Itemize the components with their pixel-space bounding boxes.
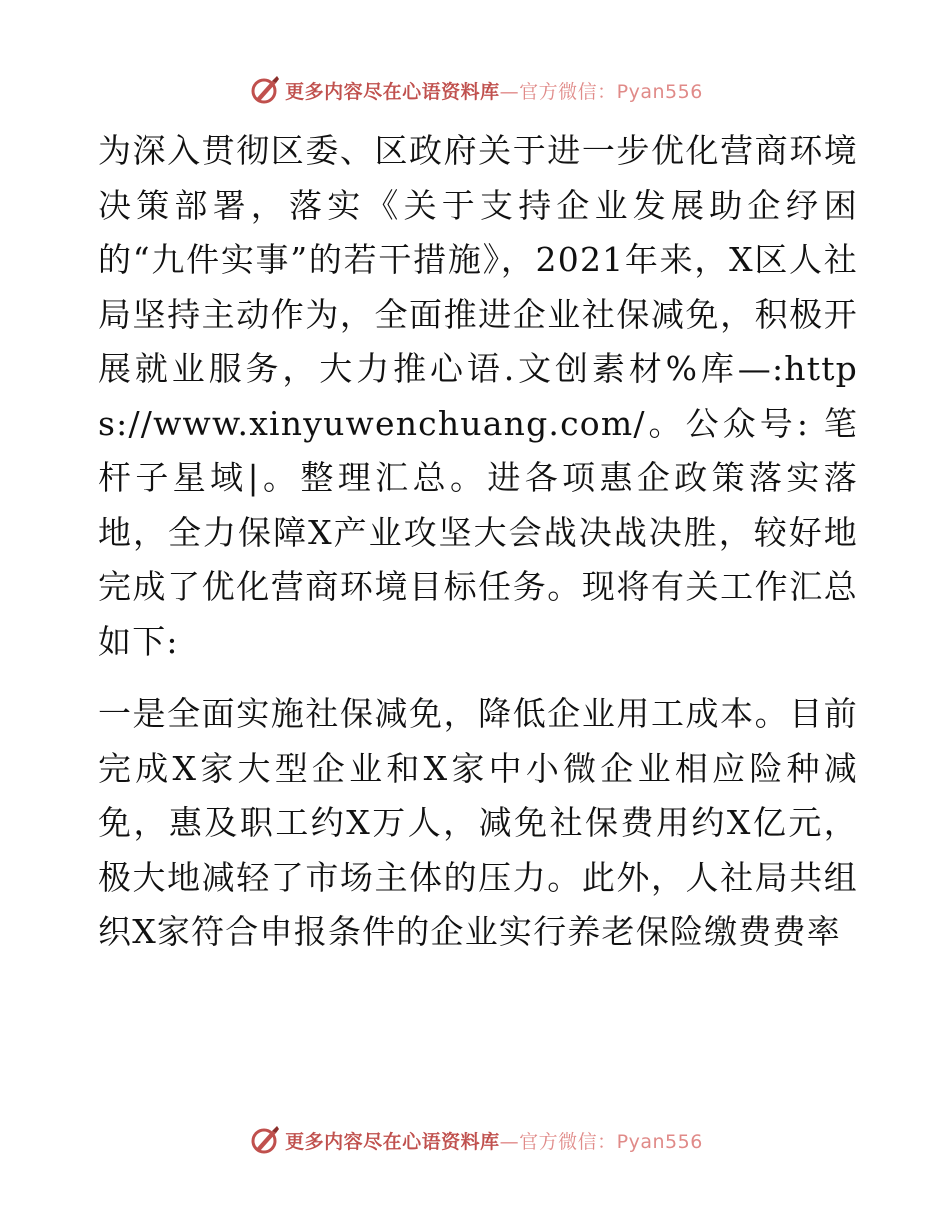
- footer-banner: [0, 1120, 950, 1160]
- pen-circle-logo-icon: [247, 1123, 281, 1157]
- banner-sub-text: —官方微信：Pyan556: [499, 1130, 703, 1153]
- document-body: [98, 124, 858, 960]
- paragraph-intro: 为深入贯彻区委、区政府关于进一步优化营商环境决策部署，落实《关于支持企业发展助企纾困的“九件实事”的若干措施》，2021年来，X区人社局坚持主动作为，全面推进企业社保减免，积极开展就业服务，大力推心语.文创素材%库—:https://www.xinyuwenchuang.com/。公众号: 笔杆子星域|。整理汇总。进各项惠企政策落实落地，全力保障X产业攻坚大会战决战决胜，较好地完成了优化营商环境目标任务。现将有关工作汇总如下:: [98, 131, 858, 661]
- banner-main-text: 更多内容尽在心语资料库: [285, 1130, 500, 1153]
- banner-main-text: 更多内容尽在心语资料库: [285, 80, 500, 103]
- paragraph-point-one: 一是全面实施社保减免，降低企业用工成本。目前完成X家大型企业和X家中小微企业相应险种减免，惠及职工约X万人，减免社保费用约X亿元，极大地减轻了市场主体的压力。此外，人社局共组织X家符合申报条件的企业实行养老保险缴费费率: [98, 694, 858, 951]
- header-banner: [0, 70, 950, 110]
- banner-sub-text: —官方微信：Pyan556: [499, 80, 703, 103]
- pen-circle-logo-icon: [247, 73, 281, 107]
